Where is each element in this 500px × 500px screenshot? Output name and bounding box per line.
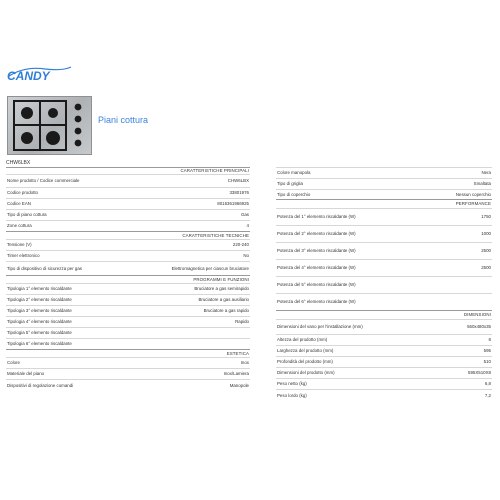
spec-label: Altezza del prodotto (mm): [276, 335, 388, 346]
spec-value: Bruciatore a gas rapido: [138, 306, 250, 317]
spec-value: 510: [388, 357, 492, 368]
spec-row: [276, 179, 492, 190]
spec-value: Inox: [138, 358, 250, 369]
spec-label: Potenza del 1° elemento riscaldante (W): [276, 209, 388, 226]
spec-row: [276, 357, 492, 368]
spec-row: [6, 306, 250, 317]
spec-table-right-body: [276, 168, 492, 401]
section-header: [6, 168, 250, 175]
spec-value: Smaltata: [388, 179, 492, 190]
spec-label: Potenza del 4° elemento riscaldante (W): [276, 260, 388, 277]
spec-label: Timer elettronico: [6, 251, 138, 262]
spec-table-right: [276, 167, 492, 401]
spec-label: Tipo di coperchio: [276, 190, 388, 200]
spec-row: [6, 284, 250, 295]
spec-label: Dispositivi di regolazione comandi: [6, 380, 138, 391]
spec-row: [276, 209, 492, 226]
spec-row: [276, 190, 492, 200]
page-title: Piani cottura: [98, 115, 149, 125]
spec-label: Colore: [6, 358, 138, 369]
spec-row: [276, 379, 492, 390]
spec-table-left-body: [6, 168, 250, 391]
spec-label: Codice EAN: [6, 199, 138, 210]
spec-label: Tipo di griglia: [276, 179, 388, 190]
spec-row: [6, 240, 250, 251]
spec-label: Tipologia 3° elemento riscaldante: [6, 306, 138, 317]
spec-value: 8: [388, 335, 492, 346]
spec-value: 2500: [388, 260, 492, 277]
spec-value: 8016361966925: [138, 199, 250, 210]
spec-label: Zone cottura: [6, 221, 138, 232]
spec-label: Potenza del 2° elemento riscaldante (W): [276, 226, 388, 243]
spec-row: [276, 260, 492, 277]
spec-label: Tipologia 6° elemento riscaldante: [6, 339, 138, 350]
section-title: PROGRAMMI E FUNZIONI: [6, 276, 250, 284]
spec-label: Peso netto (kg): [276, 379, 388, 390]
section-title: CARATTERISTICHE TECNICHE: [6, 232, 250, 240]
spec-value: [138, 339, 250, 350]
spec-label: Tipologia 4° elemento riscaldante: [6, 317, 138, 328]
spec-table-left: [6, 167, 250, 391]
spec-value: Bruciatore a gas semirapido: [138, 284, 250, 295]
spec-label: Larghezza del prodotto (mm): [276, 346, 388, 357]
spec-value: 595X510X8: [388, 368, 492, 379]
spec-label: Potenza del 3° elemento riscaldante (W): [276, 243, 388, 260]
spec-value: Manopole: [138, 380, 250, 391]
spec-value: Bruciatore a gas ausiliario: [138, 295, 250, 306]
spec-row: [276, 294, 492, 311]
spec-row: [6, 380, 250, 391]
section-title: CARATTERISTICHE PRINCIPALI: [6, 168, 250, 175]
spec-label: Tipologia 1° elemento riscaldante: [6, 284, 138, 295]
spec-value: Elettromagnetica per ciascun bruciatore: [138, 262, 250, 276]
spec-row: [6, 369, 250, 380]
spec-value: 33801976: [138, 188, 250, 199]
spec-value: [388, 294, 492, 311]
spec-row: [6, 221, 250, 232]
spec-value: No: [138, 251, 250, 262]
spec-value: 2500: [388, 243, 492, 260]
spec-value: Inox/Lamiera: [138, 369, 250, 380]
spec-row: [6, 358, 250, 369]
spec-row: [6, 328, 250, 339]
spec-row: [276, 168, 492, 179]
spec-value: 595: [388, 346, 492, 357]
knob-icon: [75, 104, 82, 111]
spec-row: [276, 226, 492, 243]
spec-label: Tipo di dispositivo di sicurezza per gas: [6, 262, 138, 276]
spec-value: Nera: [388, 168, 492, 179]
spec-row: [6, 210, 250, 221]
brand-text: CANDY: [7, 69, 50, 83]
spec-value: 1750: [388, 209, 492, 226]
spec-value: 220-240: [138, 240, 250, 251]
spec-label: Nome prodotto / Codice commerciale: [6, 175, 138, 188]
spec-value: [138, 328, 250, 339]
section-header: [6, 350, 250, 358]
spec-label: Tipo di piano cottura: [6, 210, 138, 221]
section-header: [6, 232, 250, 240]
spec-row: [276, 320, 492, 335]
section-header: [6, 276, 250, 284]
spec-value: 1000: [388, 226, 492, 243]
section-header: [276, 200, 492, 209]
section-title: ESTETICA: [6, 350, 250, 358]
spec-value: Gas: [138, 210, 250, 221]
spec-row: [276, 368, 492, 379]
spec-value: [388, 277, 492, 294]
model-code: CHW6LBX: [6, 160, 31, 166]
spec-row: [6, 262, 250, 276]
candy-logo: [5, 62, 75, 84]
spec-value: 7,2: [388, 390, 492, 401]
spec-label: Profondità del prodotto (mm): [276, 357, 388, 368]
spec-value: 4: [138, 221, 250, 232]
spec-value: CHW6LBX: [138, 175, 250, 188]
spec-value: Rapido: [138, 317, 250, 328]
spec-row: [276, 390, 492, 401]
knob-icon: [75, 140, 82, 147]
spec-label: Dimensioni del vano per l'installazione (mm): [276, 320, 388, 335]
spec-label: Dimensioni del prodotto (mm): [276, 368, 388, 379]
spec-label: Materiale del piano: [6, 369, 138, 380]
spec-row: [276, 243, 492, 260]
spec-row: [6, 251, 250, 262]
spec-row: [276, 277, 492, 294]
spec-label: Codice prodotto: [6, 188, 138, 199]
product-image: [7, 96, 92, 155]
spec-label: Tipologia 5° elemento riscaldante: [6, 328, 138, 339]
spec-row: [276, 346, 492, 357]
spec-row: [6, 317, 250, 328]
section-title: DIMENSIONI: [276, 311, 492, 320]
spec-label: Tipologia 2° elemento riscaldante: [6, 295, 138, 306]
spec-label: Colore manopola: [276, 168, 388, 179]
spec-row: [276, 335, 492, 346]
spec-value: 560x480x35: [388, 320, 492, 335]
spec-value: 6,8: [388, 379, 492, 390]
spec-row: [6, 199, 250, 210]
spec-row: [6, 188, 250, 199]
spec-label: Potenza del 6° elemento riscaldante (W): [276, 294, 388, 311]
spec-label: Tensione (V): [6, 240, 138, 251]
spec-row: [6, 339, 250, 350]
spec-row: [6, 295, 250, 306]
knob-icon: [75, 128, 82, 135]
knob-icon: [75, 116, 82, 123]
spec-value: Nessun coperchio: [388, 190, 492, 200]
spec-label: Peso lordo (kg): [276, 390, 388, 401]
spec-label: Potenza del 5° elemento riscaldante (W): [276, 277, 388, 294]
spec-row: [6, 175, 250, 188]
section-header: [276, 311, 492, 320]
section-title: PERFORMANCE: [276, 200, 492, 209]
